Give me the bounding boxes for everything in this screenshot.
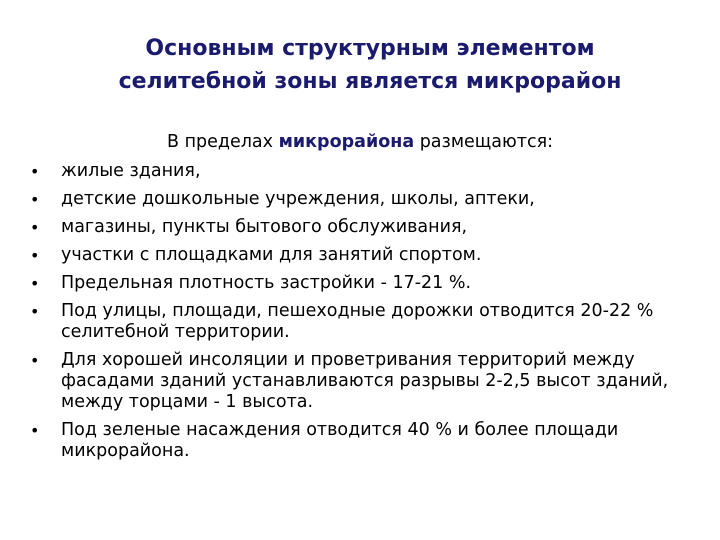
slide-title-line-1: Основным структурным элементом — [145, 36, 595, 61]
bullet-icon: • — [30, 274, 40, 293]
bullet-text: магазины, пункты бытового обслуживания, — [61, 217, 468, 237]
bullet-item — [30, 245, 700, 266]
slide-title-line-2: селитебной зоны является микрорайон — [118, 69, 622, 94]
slide-title — [40, 32, 700, 98]
bullet-text: Для хорошей инсоляции и проветривания территорий между фасадами зданий устанавливаются разрывы 2-2,5 высот зданий, между торцами - 1 высота. — [61, 350, 669, 412]
bullet-text: Под зеленые насаждения отводится 40 % и более площади микрорайона. — [61, 420, 619, 461]
bullet-text: Предельная плотность застройки - 17-21 %. — [61, 273, 472, 293]
bullet-item — [30, 350, 700, 413]
intro-after: размещаются: — [419, 132, 553, 152]
bullet-icon: • — [30, 190, 40, 209]
bullet-icon: • — [30, 302, 40, 321]
bullet-item — [30, 189, 700, 210]
intro-before: В пределах — [167, 132, 274, 152]
bullet-item — [30, 161, 700, 182]
bullet-item — [30, 273, 700, 294]
intro-paragraph — [40, 131, 680, 154]
bullet-text: Под улицы, площади, пешеходные дорожки отводится 20-22 % селитебной территории. — [61, 301, 654, 342]
intro-emphasis: микрорайона — [278, 132, 415, 152]
bullet-icon: • — [30, 246, 40, 265]
bullet-item — [30, 217, 700, 238]
bullet-icon: • — [30, 162, 40, 181]
bullet-icon: • — [30, 351, 40, 370]
bullet-text: участки с площадками для занятий спортом. — [61, 245, 482, 265]
bullet-text: жилые здания, — [61, 161, 201, 181]
bullet-item — [30, 420, 700, 462]
bullet-list — [30, 161, 700, 469]
bullet-icon: • — [30, 421, 40, 440]
bullet-item — [30, 301, 700, 343]
bullet-text: детские дошкольные учреждения, школы, аптеки, — [61, 189, 535, 209]
bullet-icon: • — [30, 218, 40, 237]
